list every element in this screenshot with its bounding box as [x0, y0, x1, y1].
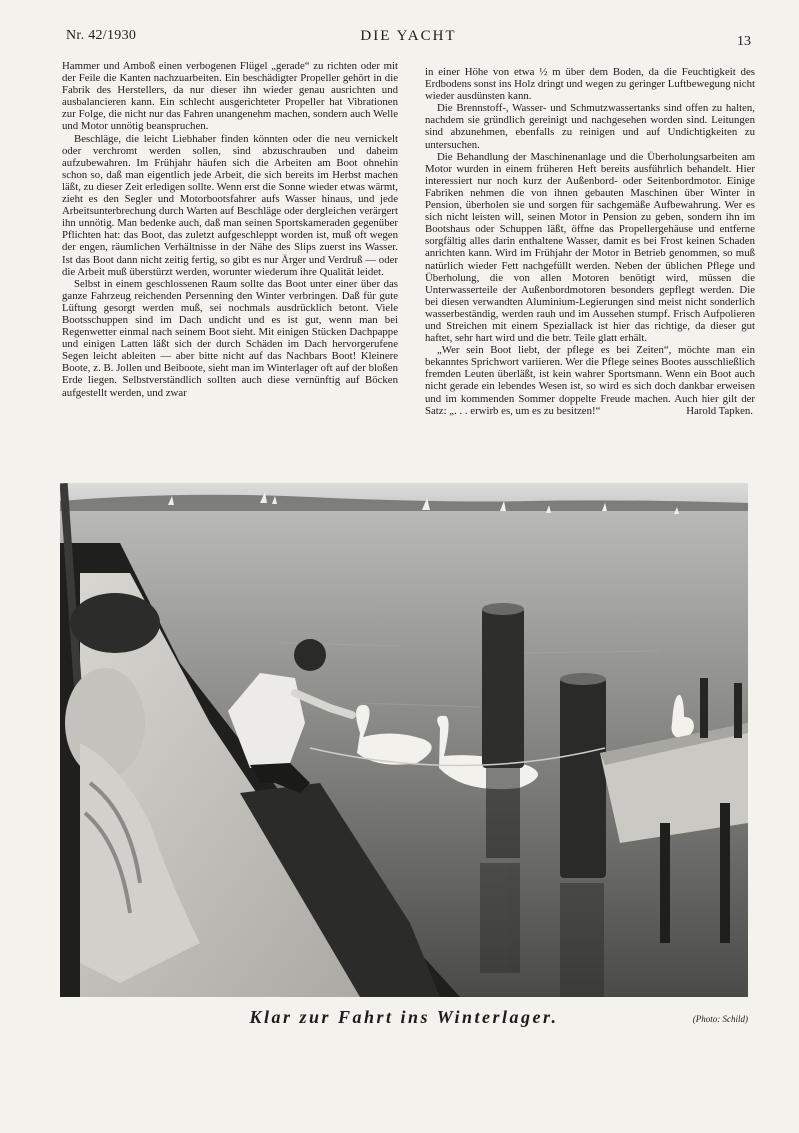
paragraph-closing [425, 344, 755, 417]
paragraph: Selbst in einem geschlossenen Raum sollte das Boot unter einer über das ganze Fahrzeug reichenden Persenning den Winter verbringen. Daß für gute Lüftung gesorgt werden muß, sei nochmals ausdrücklich betont. Viele Bootsschuppen sind im Dach undicht und es ist gut, wenn man bei Regenwetter einmal nach seinem Boot sieht. Mit einigen Stücken Dachpappe und einigen Latten läßt sich der durch Schäden im Dach hervorgerufene Segen leicht ableiten — aber bitte nicht auf das Nachbars Boot! Kleinere Boote, z. B. Jollen und Beiboote, sieht man im Winterlager oft auf der bloßen Erde liegen. Selbstverständlich sollten auch diese vernünftig auf Böcken aufgestellt werden, und zwar [62, 277, 398, 399]
photo-credit: (Photo: Schild) [692, 1014, 748, 1024]
mooring-post [482, 603, 524, 858]
paragraph: Beschläge, die leicht Liebhaber finden könnten oder die neu vernickelt oder verchromt werden sollen, sind abzuschrauben und daheim aufzubewahren. Im Frühjahr häufen sich die Arbeiten am Boot ohnehin schon so, daß man eigentlich jede Arbeit, die sich bereits im Herbst machen läßt, zu dieser Zeit erledigen sollte. Wenn erst die Sonne wieder etwas wärmt, zieht es den Segler und Motorbootsfahrer aufs Wasser hinaus, und jede Arbeitsunterbrechung durch Warten auf Beschläge oder dergleichen verärgert ihn unnötig. Man bedenke auch, daß man seinen Sportskameraden gegenüber Pflichten hat: das Boot, das zuletzt aufgeschleppt worden ist, muß oft wegen der engen, räumlichen Verhältnisse in der Nähe des Slips zuerst ins Wasser. Ist das Boot dann nicht zeitig fertig, so gibt es nur Ärger und Verdruß — oder die Arbeit muß überstürzt werden, worunter wiederum ihre Qualität leidet. [62, 132, 398, 278]
paragraph: in einer Höhe von etwa ½ m über dem Boden, da die Feuchtigkeit des Erdbodens sonst ins Holz dringt und wegen zu geringer Luftbewegung nicht wieder ausdünsten kann. [425, 66, 755, 103]
left-column [62, 60, 398, 399]
figure-caption: Klar zur Fahrt ins Winterlager. [249, 1007, 559, 1027]
page-number: 13 [737, 34, 751, 49]
paragraph: Die Behandlung der Maschinenanlage und die Überholungsarbeiten am Motor wurden in einem früheren Heft bereits ausführlich behandelt. Hier interessiert nur noch kurz der Außenbord- oder Seitenbordmotor. Einige Fabriken nehmen die von ihnen gebauten Maschinen über Winter in Pension, überholen sie und sorgen für sachgemäße Aufbewahrung. Wer es sich nicht leisten will, seinen Motor in Pension zu geben, sondern ihn im Bootshaus oder Schuppen läßt, öffne das Propellergehäuse und entferne sorgfältig alles darin enthaltene Wasser, damit es bei Frost keinen Schaden anrichten kann. Wird im Frühjahr der Motor in Betrieb genommen, so muß natürlich wieder Fett nachgefüllt werden. Neben der üblichen Pflege und Überholung, die von allen Motoren benötigt wird, müssen die Unterwasserteile der Außenbordmotoren besonders gepflegt werden. Die bei diesen verwandten Aluminium-Legierungen sind meist nicht sonderlich wasserbeständig, werden rauh und im Aussehen stumpf. Frisch Aufpolieren und Streichen mit einem Speziallack ist hier das richtige, da dieser gut haftet, sehr hart wird und die betr. Teile glatt erhält. [425, 150, 755, 345]
issue-number: Nr. 42/1930 [66, 28, 137, 43]
right-column [425, 66, 755, 417]
paragraph: Die Brennstoff-, Wasser- und Schmutzwassertanks sind offen zu halten, nachdem sie gründlich gereinigt und nachgesehen worden sind. Leitungen sind abzunehmen, ebenfalls zu reinigen und auf Undichtigkeiten zu untersuchen. [425, 102, 755, 151]
photo-illustration [60, 483, 748, 997]
figure-caption-row [60, 1007, 748, 1029]
photograph [60, 483, 748, 997]
page-header [66, 28, 751, 48]
author-signature: Harold Tapken. [686, 404, 753, 417]
paragraph: Hammer und Amboß einen verbogenen Flügel „gerade“ zu richten oder mit der Feile die Kanten nachzuarbeiten. Ein beschädigter Propeller gehört in die Fabrik des Herstellers, da nur dieser ihn wieder genau ausrichten und ausbalancieren kann. Ein schlecht ausgerichteter Propeller hat Vibrationen zur Folge, die nicht nur das Fahren unangenehm machen, sondern auch Welle und Motor unnötig beanspruchen. [62, 60, 398, 133]
closing-text: „Wer sein Boot liebt, der pflege es bei Zeiten“, möchte man ein bekanntes Sprichwort variieren. Wer die Pflege seines Bootes ausschließlich fremden Leuten überläßt, ist kein wahrer Sportsmann. Wenn ein Boot auch nicht gerade ein lebendes Wesen ist, so wird es sich doch dankbar erweisen und im kommenden Sommer doppelte Freude machen. Auch hier gilt der Satz: „. . . erwirb es, um es zu besitzen!“ [425, 344, 755, 417]
magazine-title: DIE YACHT [360, 28, 457, 44]
